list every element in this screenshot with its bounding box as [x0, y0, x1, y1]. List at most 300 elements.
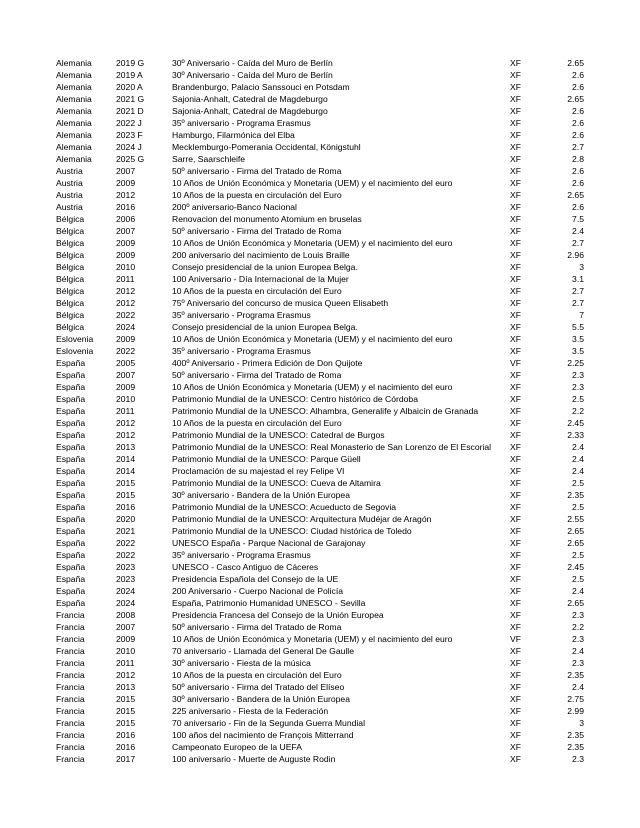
table-row — [56, 105, 584, 117]
grade-cell: XF — [510, 538, 521, 548]
country-cell: España — [56, 382, 86, 392]
year-cell: 2022 — [116, 538, 136, 548]
year-cell: 2007 — [116, 370, 136, 380]
table-row — [56, 441, 584, 453]
country-cell: Francia — [56, 754, 85, 764]
price-cell: 2.5 — [572, 394, 584, 404]
table-row — [56, 429, 584, 441]
description-cell: 30º Aniversario - Caída del Muro de Berlín — [172, 58, 333, 68]
price-cell: 2.6 — [572, 82, 584, 92]
price-cell: 2.7 — [572, 238, 584, 248]
price-cell: 2.3 — [572, 754, 584, 764]
table-row — [56, 717, 584, 729]
country-cell: Francia — [56, 682, 85, 692]
grade-cell: XF — [510, 82, 521, 92]
grade-cell: XF — [510, 142, 521, 152]
coin-price-table — [56, 57, 584, 765]
table-row — [56, 477, 584, 489]
country-cell: España — [56, 478, 86, 488]
country-cell: Alemania — [56, 154, 92, 164]
year-cell: 2012 — [116, 430, 136, 440]
year-cell: 2014 — [116, 454, 136, 464]
country-cell: España — [56, 526, 86, 536]
country-cell: Francia — [56, 658, 85, 668]
year-cell: 2010 — [116, 262, 136, 272]
country-cell: España — [56, 562, 86, 572]
year-cell: 2007 — [116, 166, 136, 176]
grade-cell: XF — [510, 658, 521, 668]
description-cell: 35º aniversario - Programa Erasmus — [172, 310, 311, 320]
table-row — [56, 297, 584, 309]
grade-cell: XF — [510, 58, 521, 68]
table-row — [56, 225, 584, 237]
year-cell: 2014 — [116, 466, 136, 476]
price-cell: 2.99 — [567, 706, 584, 716]
country-cell: España — [56, 454, 86, 464]
description-cell: 400º Aniversario - Primera Edición de Don Quijote — [172, 358, 363, 368]
grade-cell: XF — [510, 334, 521, 344]
grade-cell: XF — [510, 514, 521, 524]
grade-cell: XF — [510, 742, 521, 752]
price-cell: 2.6 — [572, 166, 584, 176]
year-cell: 2022 — [116, 550, 136, 560]
grade-cell: XF — [510, 754, 521, 764]
country-cell: Bélgica — [56, 274, 85, 284]
country-cell: España — [56, 370, 86, 380]
table-row — [56, 729, 584, 741]
country-cell: Eslovenia — [56, 334, 94, 344]
year-cell: 2016 — [116, 502, 136, 512]
price-cell: 2.6 — [572, 178, 584, 188]
year-cell: 2012 — [116, 286, 136, 296]
country-cell: España — [56, 538, 86, 548]
country-cell: España — [56, 550, 86, 560]
year-cell: 2023 — [116, 562, 136, 572]
country-cell: España — [56, 418, 86, 428]
table-row — [56, 69, 584, 81]
table-body — [56, 57, 584, 765]
table-row — [56, 669, 584, 681]
table-row — [56, 165, 584, 177]
description-cell: Patrimonio Mundial de la UNESCO: Ciudad histórica de Toledo — [172, 526, 412, 536]
grade-cell: XF — [510, 610, 521, 620]
price-cell: 2.65 — [567, 526, 584, 536]
table-row — [56, 681, 584, 693]
grade-cell: XF — [510, 130, 521, 140]
price-cell: 2.65 — [567, 190, 584, 200]
price-cell: 2.3 — [572, 658, 584, 668]
grade-cell: XF — [510, 466, 521, 476]
price-cell: 2.65 — [567, 94, 584, 104]
description-cell: 100 aniversario - Muerte de Auguste Rodin — [172, 754, 336, 764]
price-cell: 2.4 — [572, 682, 584, 692]
description-cell: 10 Años de Unión Económica y Monetaria (UEM) y el nacimiento del euro — [172, 178, 453, 188]
country-cell: España — [56, 442, 86, 452]
description-cell: Patrimonio Mundial de la UNESCO: Cueva de Altamira — [172, 478, 381, 488]
table-row — [56, 57, 584, 69]
year-cell: 2006 — [116, 214, 136, 224]
description-cell: Hamburgo, Filarmónica del Elba — [172, 130, 295, 140]
price-cell: 2.3 — [572, 610, 584, 620]
price-cell: 7 — [579, 310, 584, 320]
table-row — [56, 357, 584, 369]
table-row — [56, 465, 584, 477]
grade-cell: XF — [510, 406, 521, 416]
price-cell: 3 — [579, 262, 584, 272]
grade-cell: XF — [510, 94, 521, 104]
table-row — [56, 597, 584, 609]
price-cell: 2.35 — [567, 670, 584, 680]
year-cell: 2016 — [116, 742, 136, 752]
table-row — [56, 393, 584, 405]
description-cell: Sarre, Saarschleife — [172, 154, 246, 164]
country-cell: Francia — [56, 670, 85, 680]
table-row — [56, 657, 584, 669]
price-cell: 2.7 — [572, 298, 584, 308]
year-cell: 2005 — [116, 358, 136, 368]
grade-cell: XF — [510, 238, 521, 248]
price-cell: 2.5 — [572, 574, 584, 584]
price-cell: 2.6 — [572, 202, 584, 212]
grade-cell: XF — [510, 118, 521, 128]
price-cell: 2.75 — [567, 694, 584, 704]
country-cell: Alemania — [56, 142, 92, 152]
price-cell: 3.1 — [572, 274, 584, 284]
price-cell: 2.7 — [572, 286, 584, 296]
country-cell: España — [56, 358, 86, 368]
table-row — [56, 753, 584, 765]
country-cell: España — [56, 394, 86, 404]
description-cell: 200 Aniversario - Cuerpo Nacional de Policía — [172, 586, 344, 596]
description-cell: 30º aniversario - Fiesta de la música — [172, 658, 311, 668]
year-cell: 2020 — [116, 514, 136, 524]
description-cell: 200º aniversario-Banco Nacional — [172, 202, 297, 212]
country-cell: Francia — [56, 646, 85, 656]
year-cell: 2009 — [116, 178, 136, 188]
grade-cell: XF — [510, 478, 521, 488]
price-cell: 2.4 — [572, 226, 584, 236]
table-row — [56, 453, 584, 465]
country-cell: Bélgica — [56, 214, 85, 224]
table-row — [56, 609, 584, 621]
year-cell: 2019 A — [116, 70, 143, 80]
price-cell: 2.4 — [572, 646, 584, 656]
grade-cell: XF — [510, 274, 521, 284]
description-cell: 50º aniversario - Firma del Tratado de Roma — [172, 370, 342, 380]
country-cell: Austria — [56, 190, 83, 200]
description-cell: 10 Años de Unión Económica y Monetaria (UEM) y el nacimiento del euro — [172, 382, 453, 392]
year-cell: 2022 J — [116, 118, 142, 128]
year-cell: 2011 — [116, 406, 135, 416]
price-cell: 2.5 — [572, 478, 584, 488]
price-cell: 2.55 — [567, 514, 584, 524]
year-cell: 2011 — [116, 274, 135, 284]
table-row — [56, 309, 584, 321]
description-cell: Sajonia-Anhalt, Catedral de Magdeburgo — [172, 106, 328, 116]
grade-cell: XF — [510, 562, 521, 572]
description-cell: 35º aniversario - Programa Erasmus — [172, 550, 311, 560]
year-cell: 2009 — [116, 250, 136, 260]
year-cell: 2024 — [116, 322, 136, 332]
description-cell: 200 aniversario del nacimiento de Louis Braille — [172, 250, 350, 260]
description-cell: España, Patrimonio Humanidad UNESCO - Sevilla — [172, 598, 366, 608]
price-cell: 3.5 — [572, 334, 584, 344]
description-cell: 30º aniversario - Bandera de la Unión Europea — [172, 490, 350, 500]
grade-cell: XF — [510, 382, 521, 392]
price-cell: 2.2 — [572, 622, 584, 632]
price-cell: 2.45 — [567, 418, 584, 428]
country-cell: Alemania — [56, 70, 92, 80]
grade-cell: XF — [510, 454, 521, 464]
description-cell: 10 Años de Unión Económica y Monetaria (UEM) y el nacimiento del euro — [172, 334, 453, 344]
grade-cell: XF — [510, 490, 521, 500]
price-cell: 2.65 — [567, 58, 584, 68]
table-row — [56, 573, 584, 585]
country-cell: Austria — [56, 166, 83, 176]
country-cell: Eslovenia — [56, 346, 94, 356]
country-cell: Austria — [56, 178, 83, 188]
country-cell: Francia — [56, 622, 85, 632]
grade-cell: XF — [510, 526, 521, 536]
grade-cell: XF — [510, 262, 521, 272]
year-cell: 2007 — [116, 622, 136, 632]
country-cell: Bélgica — [56, 250, 85, 260]
year-cell: 2009 — [116, 238, 136, 248]
table-row — [56, 333, 584, 345]
price-cell: 2.5 — [572, 550, 584, 560]
description-cell: 10 Años de Unión Económica y Monetaria (UEM) y el nacimiento del euro — [172, 238, 453, 248]
country-cell: España — [56, 574, 86, 584]
grade-cell: XF — [510, 310, 521, 320]
grade-cell: XF — [510, 286, 521, 296]
year-cell: 2008 — [116, 610, 136, 620]
year-cell: 2019 G — [116, 58, 145, 68]
year-cell: 2021 — [116, 526, 136, 536]
country-cell: Alemania — [56, 58, 92, 68]
description-cell: 225 aniversario - Fiesta de la Federación — [172, 706, 329, 716]
price-cell: 2.3 — [572, 382, 584, 392]
year-cell: 2025 G — [116, 154, 145, 164]
year-cell: 2015 — [116, 718, 136, 728]
year-cell: 2021 G — [116, 94, 145, 104]
grade-cell: XF — [510, 670, 521, 680]
price-cell: 2.35 — [567, 730, 584, 740]
country-cell: Alemania — [56, 94, 92, 104]
year-cell: 2012 — [116, 670, 136, 680]
description-cell: 10 Años de la puesta en circulación del Euro — [172, 670, 342, 680]
price-cell: 2.35 — [567, 742, 584, 752]
year-cell: 2021 D — [116, 106, 144, 116]
year-cell: 2013 — [116, 682, 136, 692]
description-cell: 70 aniversario - Fin de la Segunda Guerra Mundial — [172, 718, 365, 728]
country-cell: Alemania — [56, 130, 92, 140]
table-row — [56, 237, 584, 249]
year-cell: 2024 J — [116, 142, 142, 152]
description-cell: Sajonia-Anhalt, Catedral de Magdeburgo — [172, 94, 328, 104]
table-row — [56, 345, 584, 357]
country-cell: Bélgica — [56, 322, 85, 332]
table-row — [56, 513, 584, 525]
grade-cell: XF — [510, 586, 521, 596]
country-cell: Francia — [56, 718, 85, 728]
country-cell: España — [56, 430, 86, 440]
country-cell: España — [56, 514, 86, 524]
description-cell: Campeonato Europeo de la UEFA — [172, 742, 302, 752]
price-cell: 3.5 — [572, 346, 584, 356]
table-row — [56, 501, 584, 513]
description-cell: 50º aniversario - Firma del Tratado del Elíseo — [172, 682, 345, 692]
description-cell: 30º aniversario - Bandera de la Unión Europea — [172, 694, 350, 704]
description-cell: Patrimonio Mundial de la UNESCO: Parque Güell — [172, 454, 361, 464]
grade-cell: XF — [510, 214, 521, 224]
year-cell: 2015 — [116, 706, 136, 716]
description-cell: Patrimonio Mundial de la UNESCO: Catedral de Burgos — [172, 430, 385, 440]
price-cell: 2.4 — [572, 586, 584, 596]
country-cell: España — [56, 406, 86, 416]
price-cell: 7.5 — [572, 214, 584, 224]
grade-cell: XF — [510, 298, 521, 308]
year-cell: 2017 — [116, 754, 136, 764]
grade-cell: XF — [510, 70, 521, 80]
grade-cell: XF — [510, 622, 521, 632]
table-row — [56, 621, 584, 633]
grade-cell: XF — [510, 430, 521, 440]
table-row — [56, 705, 584, 717]
country-cell: Austria — [56, 202, 83, 212]
table-row — [56, 585, 584, 597]
country-cell: Francia — [56, 730, 85, 740]
description-cell: Consejo presidencial de la union Europea Belga. — [172, 262, 358, 272]
description-cell: UNESCO - Casco Antiguo de Cáceres — [172, 562, 319, 572]
grade-cell: XF — [510, 646, 521, 656]
grade-cell: XF — [510, 694, 521, 704]
country-cell: España — [56, 466, 86, 476]
grade-cell: XF — [510, 730, 521, 740]
grade-cell: XF — [510, 574, 521, 584]
table-row — [56, 285, 584, 297]
table-row — [56, 189, 584, 201]
description-cell: Mecklemburgo-Pomerania Occidental, Königstuhl — [172, 142, 361, 152]
country-cell: Francia — [56, 610, 85, 620]
price-cell: 2.5 — [572, 502, 584, 512]
description-cell: Brandenburgo, Palacio Sanssouci en Potsdam — [172, 82, 350, 92]
year-cell: 2016 — [116, 202, 136, 212]
description-cell: 10 Años de la puesta en circulación del Euro — [172, 418, 342, 428]
table-row — [56, 381, 584, 393]
country-cell: Francia — [56, 694, 85, 704]
country-cell: Alemania — [56, 118, 92, 128]
grade-cell: XF — [510, 706, 521, 716]
price-cell: 2.65 — [567, 538, 584, 548]
grade-cell: XF — [510, 178, 521, 188]
description-cell: 30º Aniversario - Caída del Muro de Berlín — [172, 70, 333, 80]
country-cell: España — [56, 490, 86, 500]
year-cell: 2009 — [116, 334, 136, 344]
price-cell: 2.7 — [572, 142, 584, 152]
table-row — [56, 129, 584, 141]
grade-cell: XF — [510, 322, 521, 332]
year-cell: 2009 — [116, 382, 136, 392]
grade-cell: XF — [510, 202, 521, 212]
price-cell: 3 — [579, 718, 584, 728]
grade-cell: XF — [510, 190, 521, 200]
country-cell: Bélgica — [56, 226, 85, 236]
grade-cell: XF — [510, 718, 521, 728]
year-cell: 2015 — [116, 490, 136, 500]
price-cell: 2.2 — [572, 406, 584, 416]
price-cell: 2.4 — [572, 466, 584, 476]
grade-cell: XF — [510, 250, 521, 260]
price-cell: 2.4 — [572, 454, 584, 464]
table-row — [56, 633, 584, 645]
table-row — [56, 93, 584, 105]
description-cell: Presidencia Española del Consejo de la UE — [172, 574, 339, 584]
country-cell: Bélgica — [56, 298, 85, 308]
description-cell: 100 años del nacimiento de François Mitterrand — [172, 730, 354, 740]
description-cell: Proclamación de su majestad el rey Felipe VI — [172, 466, 345, 476]
price-cell: 2.25 — [567, 358, 584, 368]
year-cell: 2016 — [116, 730, 136, 740]
grade-cell: XF — [510, 502, 521, 512]
year-cell: 2010 — [116, 646, 136, 656]
table-row — [56, 213, 584, 225]
country-cell: Francia — [56, 742, 85, 752]
price-cell: 2.4 — [572, 442, 584, 452]
table-row — [56, 249, 584, 261]
grade-cell: XF — [510, 370, 521, 380]
description-cell: Renovacion del monumento Atomium en bruselas — [172, 214, 362, 224]
description-cell: 75º Aniversario del concurso de musica Queen Elisabeth — [172, 298, 389, 308]
grade-cell: XF — [510, 550, 521, 560]
description-cell: 50º aniversario - Firma del Tratado de Roma — [172, 622, 342, 632]
year-cell: 2023 F — [116, 130, 143, 140]
table-row — [56, 741, 584, 753]
price-cell: 2.8 — [572, 154, 584, 164]
description-cell: 50º aniversario - Firma del Tratado de Roma — [172, 226, 342, 236]
grade-cell: XF — [510, 394, 521, 404]
country-cell: Bélgica — [56, 286, 85, 296]
price-cell: 2.6 — [572, 130, 584, 140]
year-cell: 2023 — [116, 574, 136, 584]
country-cell: Francia — [56, 634, 85, 644]
description-cell: Patrimonio Mundial de la UNESCO: Alhambra, Generalife y Albaicín de Granada — [172, 406, 479, 416]
grade-cell: XF — [510, 226, 521, 236]
grade-cell: XF — [510, 418, 521, 428]
country-cell: España — [56, 586, 86, 596]
price-cell: 2.35 — [567, 490, 584, 500]
description-cell: 10 Años de la puesta en circulación del Euro — [172, 286, 342, 296]
price-cell: 2.6 — [572, 70, 584, 80]
table-row — [56, 81, 584, 93]
description-cell: 35º aniversario - Programa Erasmus — [172, 346, 311, 356]
country-cell: Alemania — [56, 106, 92, 116]
grade-cell: XF — [510, 154, 521, 164]
year-cell: 2024 — [116, 598, 136, 608]
description-cell: UNESCO España - Parque Nacional de Garajonay — [172, 538, 366, 548]
table-row — [56, 273, 584, 285]
year-cell: 2022 — [116, 346, 136, 356]
table-row — [56, 489, 584, 501]
table-row — [56, 201, 584, 213]
grade-cell: XF — [510, 106, 521, 116]
description-cell: 70 aniversario - Llamada del General De Gaulle — [172, 646, 355, 656]
country-cell: Alemania — [56, 82, 92, 92]
year-cell: 2020 A — [116, 82, 143, 92]
table-row — [56, 525, 584, 537]
price-cell: 2.65 — [567, 598, 584, 608]
year-cell: 2013 — [116, 442, 136, 452]
table-row — [56, 417, 584, 429]
